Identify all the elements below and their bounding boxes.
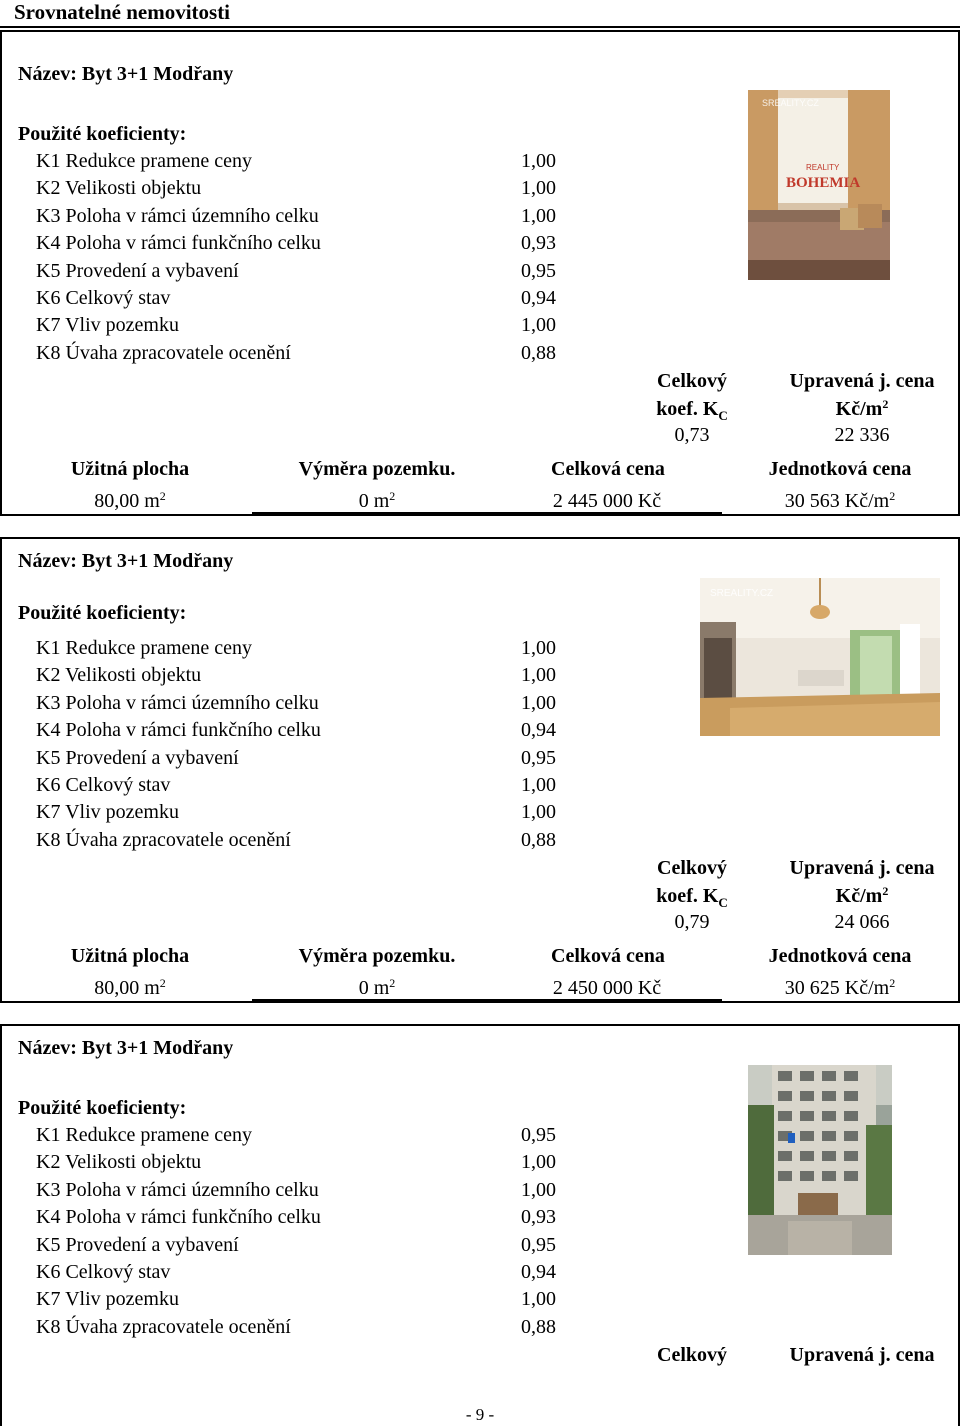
page-heading: Srovnatelné nemovitosti [14, 0, 231, 24]
total-price-value: 2 450 000 Kč [552, 977, 662, 999]
adjusted-price-unit: $Kč/m^2$ [835, 884, 889, 907]
property-name: Název: Byt 3+1 Modřany [18, 1037, 234, 1059]
coefficient-value: 0,93 [521, 232, 556, 254]
total-coef-symbol: koef. $K_C$ [656, 398, 728, 423]
total-price-value: 2 445 000 Kč [552, 490, 662, 512]
coefficient-label: K8 Úvaha zpracovatele ocenění [36, 1316, 291, 1338]
total-price-label: Celková cena [551, 458, 665, 480]
coefficient-label: K2 Velikosti objektu [36, 177, 202, 199]
total-coef-label: Celkový [657, 857, 727, 879]
usable-area-label: Užitná plocha [70, 458, 190, 480]
coefficient-label: K6 Celkový stav [36, 287, 171, 309]
total-coef-symbol: koef. $K_C$ [656, 885, 728, 910]
coefficient-label: K4 Poloha v rámci funkčního celku [36, 232, 321, 254]
coefficient-label: K3 Poloha v rámci územního celku [36, 205, 319, 227]
logo-text: REALITY [806, 163, 840, 172]
coefficient-value: 0,94 [521, 1261, 556, 1283]
coefficient-value: 1,00 [521, 664, 556, 686]
price-underline [252, 999, 722, 1001]
adjusted-price-label: Upravená j. cena [789, 1344, 935, 1366]
total-price-label: Celková cena [551, 945, 665, 967]
usable-area-value: 80,00 $m^2$ [94, 976, 166, 999]
coefficient-value: 1,00 [521, 314, 556, 336]
coefficient-value: 0,88 [521, 342, 556, 364]
adjusted-price-label: Upravená j. cena [789, 857, 935, 879]
adjusted-price-label: Upravená j. cena [789, 370, 935, 392]
coefficient-value: 1,00 [521, 637, 556, 659]
coefficient-value: 1,00 [521, 1151, 556, 1173]
unit-price-value: 30 625 $Kč/m^2$ [784, 976, 896, 999]
heading-rule [0, 26, 960, 28]
coefficient-label: K5 Provedení a vybavení [36, 747, 239, 769]
coefficient-label: K8 Úvaha zpracovatele ocenění [36, 342, 291, 364]
apartment-building-photo [748, 1065, 892, 1255]
coefficient-value: 1,00 [521, 774, 556, 796]
land-area-value: 0 $m^2$ [358, 976, 396, 999]
unit-price-label: Jednotková cena [768, 945, 912, 967]
coefficient-label: K7 Vliv pozemku [36, 314, 179, 336]
coefficient-label: K1 Redukce pramene ceny [36, 150, 253, 172]
coefficient-value: 1,00 [521, 150, 556, 172]
coefficient-value: 1,00 [521, 1179, 556, 1201]
coefficients-header: Použité koeficienty: [18, 602, 187, 624]
coefficient-label: K1 Redukce pramene ceny [36, 637, 253, 659]
coefficient-label: K5 Provedení a vybavení [36, 260, 239, 282]
usable-area-label: Užitná plocha [70, 945, 190, 967]
property-name: Název: Byt 3+1 Modřany [18, 550, 234, 572]
coefficient-value: 1,00 [521, 1288, 556, 1310]
adjusted-price-value: 24 066 [834, 911, 890, 933]
price-underline [252, 512, 722, 514]
coefficient-label: K2 Velikosti objektu [36, 664, 202, 686]
coefficient-label: K6 Celkový stav [36, 1261, 171, 1283]
coefficient-value: 1,00 [521, 801, 556, 823]
coefficient-label: K3 Poloha v rámci územního celku [36, 692, 319, 714]
coefficients-header: Použité koeficienty: [18, 123, 187, 145]
coefficient-label: K2 Velikosti objektu [36, 1151, 202, 1173]
land-area-value: 0 $m^2$ [358, 489, 396, 512]
adjusted-price-unit: $Kč/m^2$ [835, 397, 889, 420]
coefficient-label: K4 Poloha v rámci funkčního celku [36, 1206, 321, 1228]
coefficient-label: K3 Poloha v rámci územního celku [36, 1179, 319, 1201]
property-card-3 [0, 1024, 960, 1426]
coefficient-label: K5 Provedení a vybavení [36, 1234, 239, 1256]
coefficient-value: 0,94 [521, 719, 556, 741]
watermark: SREALITY.CZ [710, 588, 774, 599]
coefficient-value: 0,88 [521, 1316, 556, 1338]
coefficient-value: 1,00 [521, 205, 556, 227]
watermark: SREALITY.CZ [762, 98, 819, 108]
logo-text: BOHEMIA [786, 175, 861, 191]
unit-price-label: Jednotková cena [768, 458, 912, 480]
total-coef-value: 0,73 [674, 424, 710, 446]
coefficient-value: 0,95 [521, 1234, 556, 1256]
adjusted-price-value: 22 336 [834, 424, 890, 446]
living-room-photo [700, 578, 940, 736]
bedroom-photo [748, 90, 890, 280]
usable-area-value: 80,00 $m^2$ [94, 489, 166, 512]
coefficient-value: 0,88 [521, 829, 556, 851]
coefficient-label: K6 Celkový stav [36, 774, 171, 796]
property-card-2 [0, 537, 960, 1003]
total-coef-value: 0,79 [674, 911, 710, 933]
page-number: - 9 - [465, 1405, 495, 1424]
land-area-label: Výměra pozemku. [298, 945, 456, 967]
total-coef-label: Celkový [657, 1344, 727, 1366]
coefficient-label: K7 Vliv pozemku [36, 801, 179, 823]
coefficient-value: 1,00 [521, 177, 556, 199]
coefficient-label: K7 Vliv pozemku [36, 1288, 179, 1310]
unit-price-value: 30 563 $Kč/m^2$ [784, 489, 896, 512]
coefficient-value: 0,93 [521, 1206, 556, 1228]
coefficient-label: K8 Úvaha zpracovatele ocenění [36, 829, 291, 851]
coefficient-value: 0,95 [521, 747, 556, 769]
property-name: Název: Byt 3+1 Modřany [18, 63, 234, 85]
coefficient-label: K4 Poloha v rámci funkčního celku [36, 719, 321, 741]
coefficient-label: K1 Redukce pramene ceny [36, 1124, 253, 1146]
coefficient-value: 0,95 [521, 260, 556, 282]
property-card-1 [0, 30, 960, 516]
coefficient-value: 1,00 [521, 692, 556, 714]
land-area-label: Výměra pozemku. [298, 458, 456, 480]
total-coef-label: Celkový [657, 370, 727, 392]
coefficient-value: 0,94 [521, 287, 556, 309]
coefficient-value: 0,95 [521, 1124, 556, 1146]
coefficients-header: Použité koeficienty: [18, 1097, 187, 1119]
